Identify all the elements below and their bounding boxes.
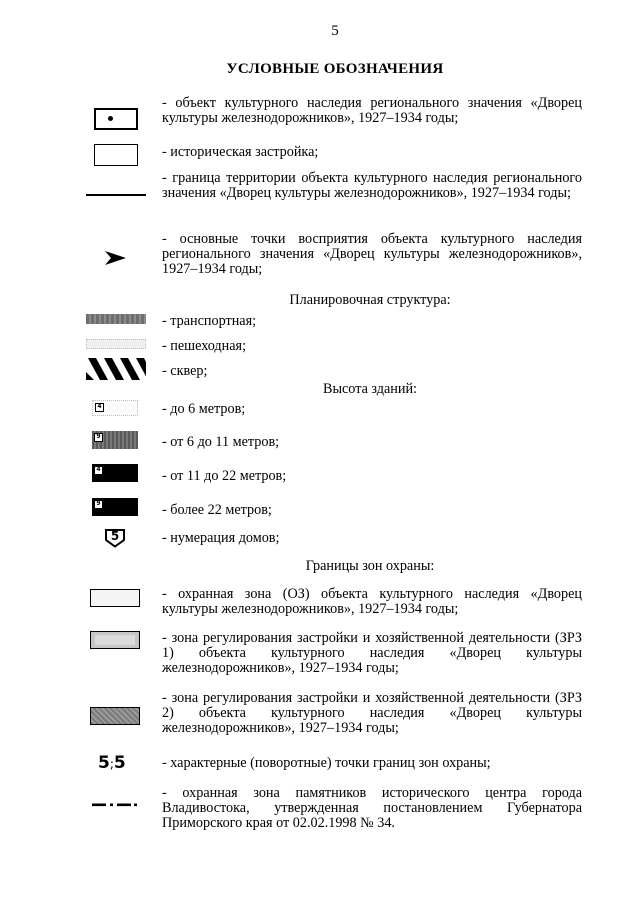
legend-zrz1: - зона регулирования застройки и хозяйственной деятельности (ЗРЗ 1) объекта культурного наследия «Дворец культуры железнодорожников», 1927–1934 годы; [162,630,582,676]
city-center-zone-line [92,802,138,808]
pedestrian-swatch [86,339,146,349]
historic-buildings-symbol [94,144,138,166]
height-over-22-swatch [92,498,138,516]
legend-heritage-object: - объект культурного наследия регионального значения «Дворец культуры железнодорожников», 1927–1934 годы; [162,95,582,126]
legend-pedestrian: - пешеходная; [162,338,247,354]
protection-zone-swatch [90,589,140,607]
square-hatch-swatch [86,358,146,380]
heading-protection-zones: Границы зон охраны: [305,558,435,574]
height-6-11-swatch [92,431,138,449]
territory-boundary-line [86,194,146,196]
legend-transport: - транспортная; [162,313,257,329]
zrz1-inner-fill [95,635,135,645]
height-up-to-6-swatch [92,400,138,416]
heritage-object-dot-icon [108,116,113,121]
legend-height-up-to-6: - до 6 метров; [162,401,246,417]
legend-protection-zone: - охранная зона (ОЗ) объекта культурного наследия «Дворец культуры железнодорожников», 1927–1934 годы; [162,586,582,617]
turning-point-number-2: 5 [113,753,126,773]
turning-point-separator: ; [109,757,114,771]
turning-points-symbol [98,754,142,773]
legend-turning-points: - характерные (поворотные) точки границ зон охраны; [162,755,491,771]
legend-square: - сквер; [162,363,208,379]
legend-territory-boundary: - граница территории объекта культурного наследия регионального значения «Дворец культуры железнодорожников», 1927–1934 годы; [162,170,582,201]
legend-title: УСЛОВНЫЕ ОБОЗНАЧЕНИЯ [226,61,444,77]
legend-height-11-22: - от 11 до 22 метров; [162,468,287,484]
legend-house-numbering: - нумерация домов; [162,530,280,546]
view-point-arrow-icon [104,250,128,266]
legend-city-center-zone: - охранная зона памятников исторического центра города Владивостока, утвержденная постановлением Губернатора Приморского края от 02.02.1998 № 34. [162,785,582,831]
house-marker-icon: 9 [94,500,103,509]
legend-height-over-22: - более 22 метров; [162,502,272,518]
zrz1-swatch [90,631,140,649]
house-number-label: 5 [110,529,120,543]
house-marker-icon: 4 [94,466,103,475]
house-marker-icon: 4 [95,403,104,412]
legend-zrz2: - зона регулирования застройки и хозяйственной деятельности (ЗРЗ 2) объекта культурного наследия «Дворец культуры железнодорожников», 1927–1934 годы; [162,690,582,736]
heritage-object-symbol [94,108,138,130]
turning-point-number: 5 [98,753,110,773]
legend-view-points: - основные точки восприятия объекта культурного наследия регионального значения «Дворец культуры железнодорожников», 1927–1934 годы; [162,231,582,277]
heading-planning-structure: Планировочная структура: [289,292,451,308]
page-number: 5 [331,23,339,39]
heading-building-height: Высота зданий: [323,381,417,397]
transport-swatch [86,314,146,324]
house-marker-icon: 9 [94,433,103,442]
legend-height-6-11: - от 6 до 11 метров; [162,434,280,450]
height-11-22-swatch [92,464,138,482]
legend-historic-buildings: - историческая застройка; [162,144,319,160]
zrz2-swatch [90,707,140,725]
